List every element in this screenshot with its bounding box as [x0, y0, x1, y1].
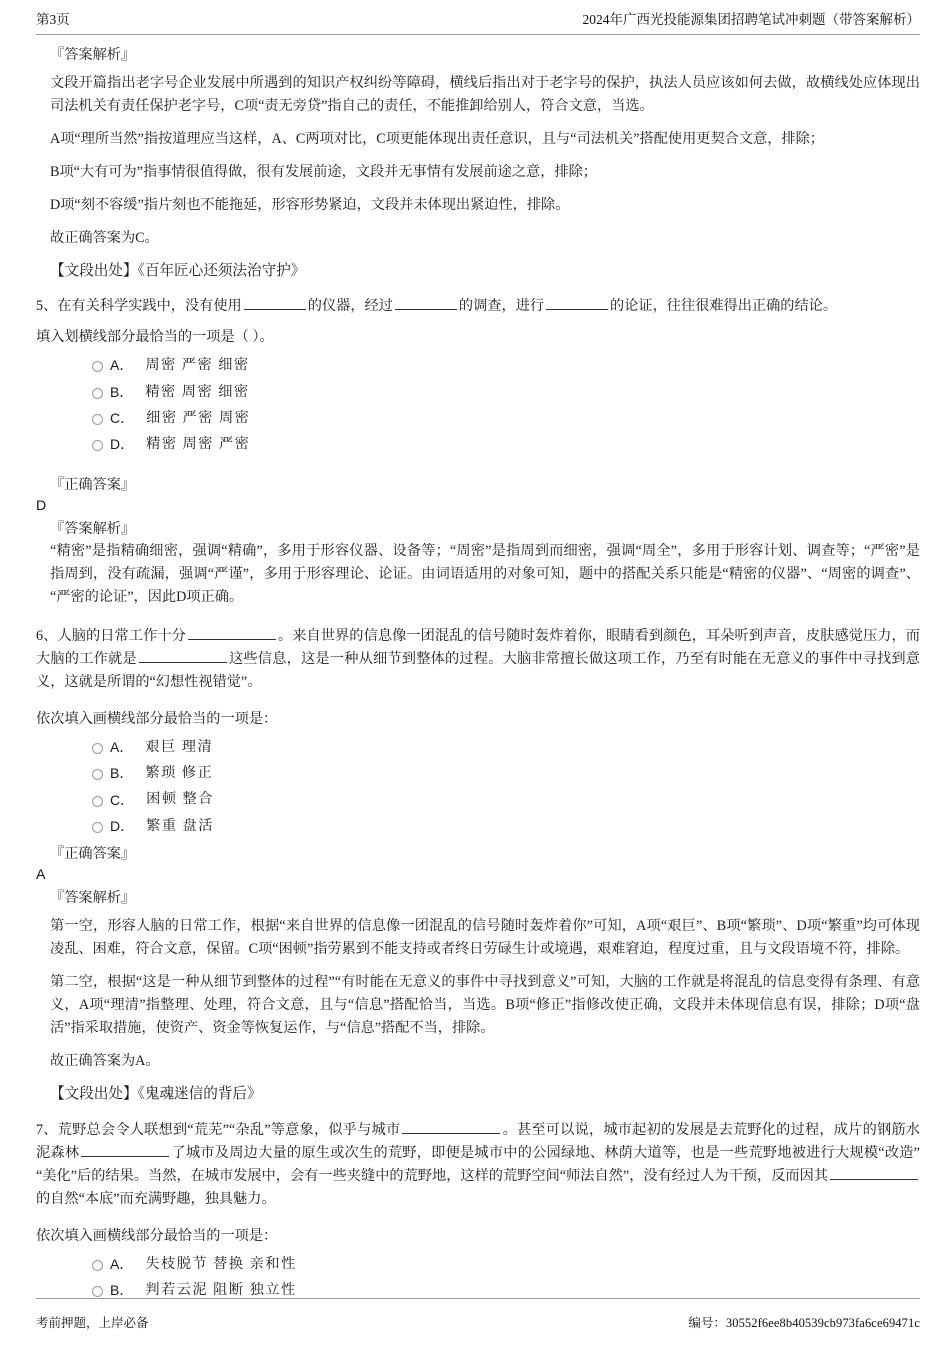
q6-analysis-label: 『答案解析』 — [50, 890, 136, 907]
q5-options — [36, 355, 920, 455]
page-header — [36, 8, 920, 35]
radio-icon[interactable] — [92, 440, 103, 451]
document-title: 2024年广西光投能源集团招聘笔试冲刺题（带答案解析） — [582, 12, 920, 27]
q4-source-label: 【文段出处】 — [50, 263, 138, 279]
q7-option-b-letter: B． — [110, 1282, 134, 1299]
q6-instruction: 依次填入画横线部分最恰当的一项是： — [36, 710, 278, 727]
q5-option-d[interactable] — [36, 434, 920, 455]
footer-code — [688, 1313, 920, 1331]
q6-source-line — [36, 1083, 920, 1106]
q5-stem-seg4: 的论证，往往很难得出正确的结论。 — [610, 298, 838, 315]
q6-option-b[interactable] — [36, 763, 920, 784]
q6-option-c-text: 困顿 整合 — [146, 791, 214, 808]
q5-blank-3 — [546, 309, 608, 310]
q6-option-b-text: 繁琐 修正 — [145, 765, 214, 782]
q6-blank-1 — [188, 639, 276, 640]
radio-icon[interactable] — [92, 1260, 103, 1271]
q7-stem-seg4: 的自然“本底”而充满野趣，独具魅力。 — [36, 1190, 276, 1207]
q4-source-line — [36, 260, 920, 283]
q6-stem-seg1: 人脑的日常工作十分 — [57, 627, 186, 644]
q5-stem-seg3: 的调查，进行 — [458, 298, 545, 315]
q4-analysis-label: 『答案解析』 — [50, 47, 136, 63]
q6-source-label: 【文段出处】 — [50, 1086, 138, 1103]
q7-option-a[interactable] — [36, 1254, 920, 1275]
q6-blank-2 — [139, 662, 227, 663]
q7-option-b-text: 判若云泥 阻断 独立性 — [145, 1281, 297, 1298]
q5-option-c-letter: C． — [110, 410, 135, 427]
q4-analysis-paragraph-3: B项“大有可为”指事情很值得做，很有发展前途，文段并无事情有发展前途之意，排除； — [50, 164, 597, 180]
q5-answer-value: D — [36, 497, 47, 514]
q4-source-title: 《百年匠心还须法治守护》 — [137, 263, 306, 279]
q6-analysis-paragraph-1: 第一空，形容人脑的日常工作，根据“来自世界的信息像一团混乱的信号随时轰炸着你”可知，A项“艰巨”、B项“繁琐”、D项“繁重”均可体现凌乱、困难，符合文意，保留。C项“困顿”指劳累到不能支持或者终日劳碌生计或境遇，艰难窘迫，程度过重，且与文段语境不符，排除。 — [50, 918, 920, 958]
q6-answer-label: 『正确答案』 — [50, 846, 136, 863]
q7-blank-3 — [830, 1179, 918, 1180]
q6-analysis-paragraph-2: 第二空，根据“这是一种从细节到整体的过程”“有时能在无意义的事件中寻找到意义”可知，大脑的工作就是将混乱的信息变得有条理、有意义，A项“理清”指整理、处理，符合文意，且与“信息”搭配恰当，当选。B项“修正”指修改使正确，文段并未体现信息有误，排除；D项“盘活”指采取措施，使资产、资金等恢复运作，与“信息”搭配不当，排除。 — [50, 974, 920, 1037]
page-content — [36, 44, 920, 1307]
q7-instruction: 依次填入画横线部分最恰当的一项是： — [36, 1227, 278, 1244]
spacer — [36, 462, 920, 474]
q6-option-d-text: 繁重 盘活 — [146, 817, 214, 834]
q6-option-a[interactable] — [36, 737, 920, 758]
q5-option-a-letter: A． — [110, 357, 134, 374]
q7-number: 7、 — [36, 1121, 58, 1138]
q7-stem-seg2: 。甚至可以说，城市起初的发展是去荒野化的过程，成片的钢筋水泥森林 — [36, 1121, 920, 1161]
q7-stem-seg3: 了城市及周边大量的原生或次生的荒野，即便是城市中的公园绿地、林荫大道等，也是一些荒野地被进行大规模“改造”“美化”后的结果。当然，在城市发展中，会有一些夹缝中的荒野地，这样的荒野空间“师法自然”，没有经过人为干预，反而因其 — [36, 1144, 920, 1184]
q6-analysis-paragraph-3: 故正确答案为A。 — [50, 1053, 160, 1070]
q4-analysis-paragraph-4: D项“刻不容缓”指片刻也不能拖延，形容形势紧迫，文段并未体现出紧迫性，排除。 — [50, 197, 570, 213]
page-number-label: 第3页 — [36, 12, 70, 27]
q5-stem-seg1: 在有关科学实践中，没有使用 — [57, 298, 242, 315]
q6-number: 6、 — [36, 627, 58, 644]
q7-option-a-letter: A． — [110, 1255, 134, 1272]
q5-number: 5、 — [36, 298, 58, 315]
radio-icon[interactable] — [92, 796, 103, 807]
q6-option-a-text: 艰巨 理清 — [145, 738, 214, 755]
q6-option-c-letter: C． — [110, 791, 135, 808]
q5-option-c-text: 细密 严密 周密 — [146, 409, 251, 426]
q7-option-a-text: 失枝脱节 替换 亲和性 — [145, 1255, 297, 1272]
radio-icon[interactable] — [92, 743, 103, 754]
q5-option-b-text: 精密 周密 细密 — [145, 383, 250, 400]
q6-stem-seg2: 。来自世界的信息像一团混乱的信号随时轰炸着你，眼睛看到颜色，耳朵听到声音，皮肤感觉压力，而大脑的工作就是 — [36, 627, 920, 667]
q6-option-d-letter: D． — [110, 817, 135, 834]
q5-analysis-text: “精密”是指精确细密，强调“精确”，多用于形容仪器、设备等；“周密”是指周到而细密，强调“周全”，多用于形容计划、调查等；“严密”是指周到，没有疏漏，强调“严谨”，多用于形容理论、论证。由词语适用的对象可知，题中的搭配关系只能是“精密的仪器”、“周密的调查”、“严密的论证”，因此D项正确。 — [50, 542, 920, 605]
radio-icon[interactable] — [92, 822, 103, 833]
q6-option-b-letter: B． — [110, 765, 134, 782]
q5-stem — [36, 295, 920, 318]
q4-analysis-paragraph-5: 故正确答案为C。 — [50, 230, 159, 246]
radio-icon[interactable] — [92, 388, 103, 399]
radio-icon[interactable] — [92, 769, 103, 780]
radio-icon[interactable] — [92, 414, 103, 425]
q5-option-d-letter: D． — [110, 436, 135, 453]
q6-option-d[interactable] — [36, 816, 920, 837]
q5-option-a[interactable] — [36, 355, 920, 376]
q5-option-b[interactable] — [36, 382, 920, 403]
q5-instruction: 填入划横线部分最恰当的一项是（ ）。 — [36, 329, 274, 346]
q7-stem-seg1: 荒野总会令人联想到“荒芜”“杂乱”等意象，似乎与城市 — [57, 1121, 401, 1138]
q5-option-c[interactable] — [36, 408, 920, 429]
q6-options — [36, 737, 920, 837]
q6-answer-value: A — [36, 867, 46, 884]
q4-analysis-paragraph-2: A项“理所当然”指按道理应当这样，A、C两项对比，C项更能体现出责任意识，且与“司法机关”搭配使用更契合文意，排除； — [50, 131, 824, 147]
q6-source-title: 《鬼魂迷信的背后》 — [137, 1086, 262, 1103]
q5-answer-label: 『正确答案』 — [50, 476, 136, 493]
radio-icon[interactable] — [92, 361, 103, 372]
page-footer — [36, 1298, 920, 1331]
q7-blank-1 — [402, 1133, 500, 1134]
footer-code-label: 编号： — [688, 1316, 726, 1330]
q4-analysis-paragraph-1: 文段开篇指出老字号企业发展中所遇到的知识产权纠纷等障碍，横线后指出对于老字号的保护，执法人员应该如何去做，故横线处应体现出司法机关有责任保护老字号，C项“责无旁贷”指自己的责任，不能推卸给别人，符合文意，当选。 — [50, 75, 920, 114]
radio-icon[interactable] — [92, 1286, 103, 1297]
q5-blank-2 — [395, 309, 457, 310]
q6-option-a-letter: A． — [110, 738, 134, 755]
q7-stem — [36, 1119, 920, 1211]
q5-option-a-text: 周密 严密 细密 — [145, 357, 250, 374]
q5-option-d-text: 精密 周密 严密 — [146, 436, 251, 453]
q7-options — [36, 1254, 920, 1302]
q6-option-c[interactable] — [36, 789, 920, 810]
q5-analysis-label: 『答案解析』 — [50, 520, 136, 537]
footer-code-value: 30552f6ee8b40539cb973fa6ce69471c — [725, 1316, 920, 1330]
q7-blank-2 — [81, 1156, 169, 1157]
q5-blank-1 — [244, 309, 306, 310]
footer-slogan: 考前押题，上岸必备 — [36, 1316, 149, 1330]
q5-stem-seg2: 的仪器，经过 — [307, 298, 393, 315]
q6-stem — [36, 625, 920, 694]
q5-option-b-letter: B． — [110, 383, 134, 400]
q6-stem-seg3: 这些信息，这是一种从细节到整体的过程。大脑非常擅长做这项工作，乃至有时能在无意义的事件中寻找到意义，这就是所谓的“幻想性视错觉”。 — [36, 650, 920, 690]
